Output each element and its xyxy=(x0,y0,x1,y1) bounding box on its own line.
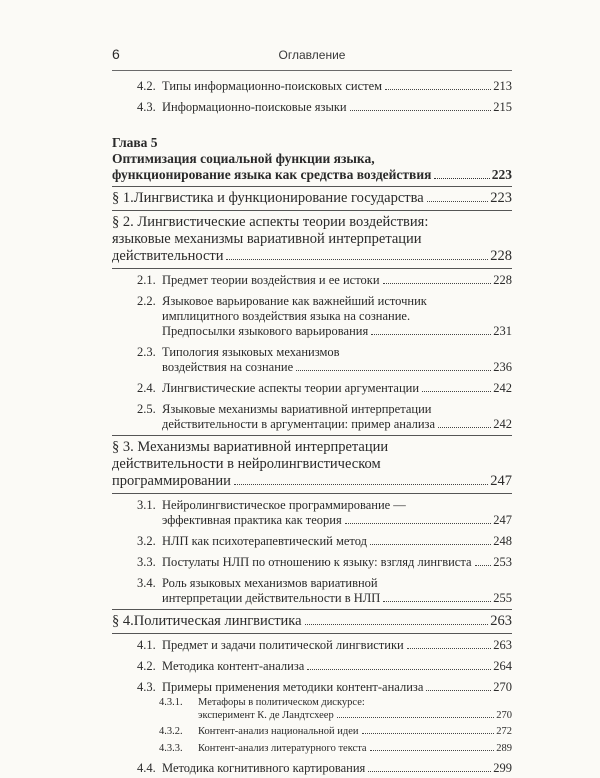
entry-title-text: Информационно-поисковые языки xyxy=(162,100,347,114)
entry-title xyxy=(112,439,512,490)
entry-title-text: эксперимент К. де Ландтсхеер xyxy=(198,709,334,721)
dot-leader xyxy=(434,178,489,179)
page-ref: 299 xyxy=(493,761,512,775)
dot-leader xyxy=(305,624,489,625)
entry-title-text: Методика контент-анализа xyxy=(162,659,305,673)
entry-number: 2.3. xyxy=(137,345,156,359)
entry-title-line: имплицитного воздействия языка на сознание. xyxy=(162,309,411,323)
toc-subsection xyxy=(137,381,512,396)
page-ref: 272 xyxy=(496,726,512,737)
entry-title-text: воздействия на сознание xyxy=(162,360,294,374)
toc-subsubsection xyxy=(159,697,512,722)
entry-title-line: § 2. Лингвистические аспекты теории воздействия: xyxy=(112,214,429,230)
page-ref: 242 xyxy=(493,381,512,395)
dot-leader xyxy=(422,391,491,392)
page-ref: 213 xyxy=(493,79,512,93)
entry-title xyxy=(159,697,512,722)
divider-rule xyxy=(112,210,512,211)
entry-number: 4.3. xyxy=(137,100,156,114)
entry-title-text: НЛП как психотерапевтический метод xyxy=(162,534,367,548)
entry-title-line: Языковое варьирование как важнейший источник xyxy=(162,294,427,308)
page-ref: 289 xyxy=(496,742,512,754)
entry-title-text: Лингвистика и функционирование государства xyxy=(133,190,424,206)
dot-leader xyxy=(438,427,491,428)
toc-subsubsection xyxy=(159,743,512,756)
toc-section xyxy=(112,214,512,265)
page-ref: 253 xyxy=(493,555,512,569)
entry-title-line xyxy=(112,473,512,490)
toc-subsection xyxy=(137,345,512,375)
entry-title xyxy=(137,555,512,570)
dot-leader xyxy=(362,733,495,734)
entry-title-text: Примеры применения методики контент-анализа xyxy=(162,680,424,694)
toc-section xyxy=(112,613,512,630)
dot-leader xyxy=(337,717,495,718)
entry-title xyxy=(137,680,512,695)
entry-title-line xyxy=(162,638,512,653)
entry-title-text: программировании xyxy=(112,473,231,489)
entry-title xyxy=(137,100,512,115)
dot-leader xyxy=(371,334,491,335)
dot-leader xyxy=(350,110,492,111)
divider-rule xyxy=(112,609,512,610)
page-ref: 223 xyxy=(491,167,512,182)
entry-number: 2.2. xyxy=(137,294,156,308)
entry-title-line xyxy=(162,591,512,606)
entry-number: 4.4. xyxy=(137,761,156,775)
entry-number: 4.2. xyxy=(137,79,156,93)
entry-number: 4.2. xyxy=(137,659,156,673)
page-ref: 231 xyxy=(493,324,512,338)
entry-title-line: Метафоры в политическом дискурсе: xyxy=(198,697,365,708)
entry-number: 3.3. xyxy=(137,555,156,569)
entry-title-line xyxy=(198,726,512,739)
divider-rule xyxy=(112,633,512,634)
entry-title-line xyxy=(162,381,512,396)
dot-leader xyxy=(383,601,491,602)
divider-rule xyxy=(112,186,512,187)
entry-title xyxy=(137,79,512,94)
entry-title-line: действительности в нейролингвистическом xyxy=(112,456,381,472)
dot-leader xyxy=(307,669,491,670)
divider-rule xyxy=(112,493,512,494)
entry-title-text: действительности xyxy=(112,248,224,264)
entry-title-text: Политическая лингвистика xyxy=(133,613,302,629)
entry-title-line: § 4. Политическая лингвистика 263 xyxy=(112,613,512,629)
page-ref: 264 xyxy=(493,659,512,673)
entry-title-line xyxy=(162,417,512,432)
entry-title-line: языковые механизмы вариативной интерпретации xyxy=(112,231,422,247)
divider-rule xyxy=(112,435,512,436)
page-ref: 228 xyxy=(490,248,512,264)
page-ref: 215 xyxy=(493,100,512,114)
page-ref: 270 xyxy=(493,680,512,694)
entry-title-text: Предпосылки языкового варьирования xyxy=(162,324,369,338)
dot-leader xyxy=(226,259,488,260)
entry-number: 2.4. xyxy=(137,381,156,395)
entry-title-text: действительности в аргументации: пример анализа xyxy=(162,417,436,431)
dot-leader xyxy=(383,283,492,284)
entry-title-line xyxy=(112,248,512,265)
entry-title-line: Нейролингвистическое программирование — xyxy=(162,498,406,512)
entry-title xyxy=(137,381,512,396)
toc-subsubsection xyxy=(159,726,512,739)
divider-rule xyxy=(112,268,512,269)
entry-title-line xyxy=(162,761,512,776)
entry-title xyxy=(137,534,512,549)
dot-leader xyxy=(475,565,492,566)
page-ref: 263 xyxy=(493,638,512,652)
dot-leader xyxy=(427,201,489,202)
entry-title-line xyxy=(162,100,512,115)
entry-title-text: Типы информационно-поисковых систем xyxy=(162,79,383,93)
entry-title-line: § 3. Механизмы вариативной интерпретации xyxy=(112,439,389,455)
entry-title-line xyxy=(162,324,512,339)
entry-title xyxy=(137,638,512,653)
dot-leader xyxy=(385,89,491,90)
entry-title-text: Предмет и задачи политической лингвистики xyxy=(162,638,404,652)
entry-title-line xyxy=(162,534,512,549)
toc-subsection xyxy=(137,79,512,94)
toc-subsection xyxy=(137,555,512,570)
entry-title-text: Предмет теории воздействия и ее истоки xyxy=(162,273,380,287)
entry-title-line: Языковые механизмы вариативной интерпретации xyxy=(162,402,432,416)
entry-title xyxy=(112,151,512,183)
entry-title xyxy=(137,498,512,528)
toc-subsection xyxy=(137,576,512,606)
page-ref: 223 xyxy=(490,190,512,206)
entry-title xyxy=(137,659,512,674)
toc-subsection xyxy=(137,638,512,653)
entry-title-line xyxy=(162,79,512,94)
toc-section xyxy=(112,439,512,490)
entry-title-line: Роль языковых механизмов вариативной xyxy=(162,576,378,590)
entry-title-text: Методика когнитивного картирования xyxy=(162,761,366,775)
page-ref: 270 xyxy=(496,709,512,721)
entry-title-line: § 1. Лингвистика и функционирование государства 223 xyxy=(112,190,512,206)
entry-title-text: Лингвистические аспекты теории аргументации xyxy=(162,381,420,395)
entry-title xyxy=(137,273,512,288)
entry-number: 3.2. xyxy=(137,534,156,548)
entry-title xyxy=(112,613,512,630)
entry-title xyxy=(112,190,512,207)
page-number: 6 xyxy=(112,46,120,62)
dot-leader xyxy=(296,370,491,371)
toc-subsection xyxy=(137,498,512,528)
toc-subsection xyxy=(137,534,512,549)
toc-subsection xyxy=(137,294,512,339)
toc-subsection xyxy=(137,659,512,674)
page-ref: 247 xyxy=(490,473,512,489)
entry-title-text: интерпретации действительности в НЛП xyxy=(162,591,381,605)
entry-number: 4.1. xyxy=(137,638,156,652)
entry-number: 3.1. xyxy=(137,498,156,512)
page-ref: 255 xyxy=(493,591,512,605)
entry-title xyxy=(137,402,512,432)
page-ref: 247 xyxy=(493,513,512,527)
entry-title xyxy=(137,294,512,339)
page-ref: 228 xyxy=(493,273,512,287)
entry-number: 3.4. xyxy=(137,576,156,590)
entry-title xyxy=(137,576,512,606)
entry-title-text: Постулаты НЛП по отношению к языку: взгляд лингвиста xyxy=(162,555,472,569)
entry-title-text: Контент-анализ литературного текста xyxy=(198,742,367,754)
page-ref: 248 xyxy=(493,534,512,548)
entry-title xyxy=(112,214,512,265)
entry-number: 2.5. xyxy=(137,402,156,416)
page-ref: 263 xyxy=(490,613,512,629)
entry-number: 2.1. xyxy=(137,273,156,287)
entry-title-line xyxy=(198,743,512,756)
entry-number: 4.3.2. xyxy=(159,726,183,737)
toc-subsection xyxy=(137,680,512,695)
dot-leader xyxy=(370,544,491,545)
dot-leader xyxy=(234,484,488,485)
running-title: Оглавление xyxy=(278,48,346,62)
toc-section xyxy=(112,190,512,207)
toc-subsection xyxy=(137,273,512,288)
entry-number: 4.3. xyxy=(137,680,156,694)
entry-title-line xyxy=(162,513,512,528)
toc-chapter xyxy=(112,151,512,183)
entry-number: 4.3.3. xyxy=(159,742,183,754)
entry-title-line xyxy=(162,273,512,288)
entry-title-line xyxy=(162,360,512,375)
entry-title-line: Типология языковых механизмов xyxy=(162,345,340,359)
dot-leader xyxy=(345,523,492,524)
chapter-label: Глава 5 xyxy=(112,135,158,150)
entry-title-text: функционирование языка как средства воздействия xyxy=(112,167,432,182)
entry-title-line xyxy=(198,710,512,723)
entry-title-line xyxy=(162,555,512,570)
entry-title-line xyxy=(162,659,512,674)
table-of-contents xyxy=(112,79,512,778)
entry-title-text: Контент-анализ национальной идеи xyxy=(198,726,359,737)
toc-subsection xyxy=(137,402,512,432)
entry-title xyxy=(159,726,512,739)
entry-title xyxy=(159,743,512,756)
page-ref: 242 xyxy=(493,417,512,431)
page-ref: 236 xyxy=(493,360,512,374)
entry-title-text: эффективная практика как теория xyxy=(162,513,342,527)
entry-title-line xyxy=(112,167,512,183)
toc-subsection xyxy=(137,761,512,776)
toc-subsection xyxy=(137,100,512,115)
entry-number: 4.3.1. xyxy=(159,697,183,708)
dot-leader xyxy=(368,771,491,772)
entry-title xyxy=(137,761,512,776)
dot-leader xyxy=(426,690,491,691)
entry-title-line xyxy=(162,680,512,695)
entry-title-line: Оптимизация социальной функции языка, xyxy=(112,151,375,166)
entry-title xyxy=(137,345,512,375)
page-header xyxy=(112,44,512,71)
dot-leader xyxy=(407,648,492,649)
